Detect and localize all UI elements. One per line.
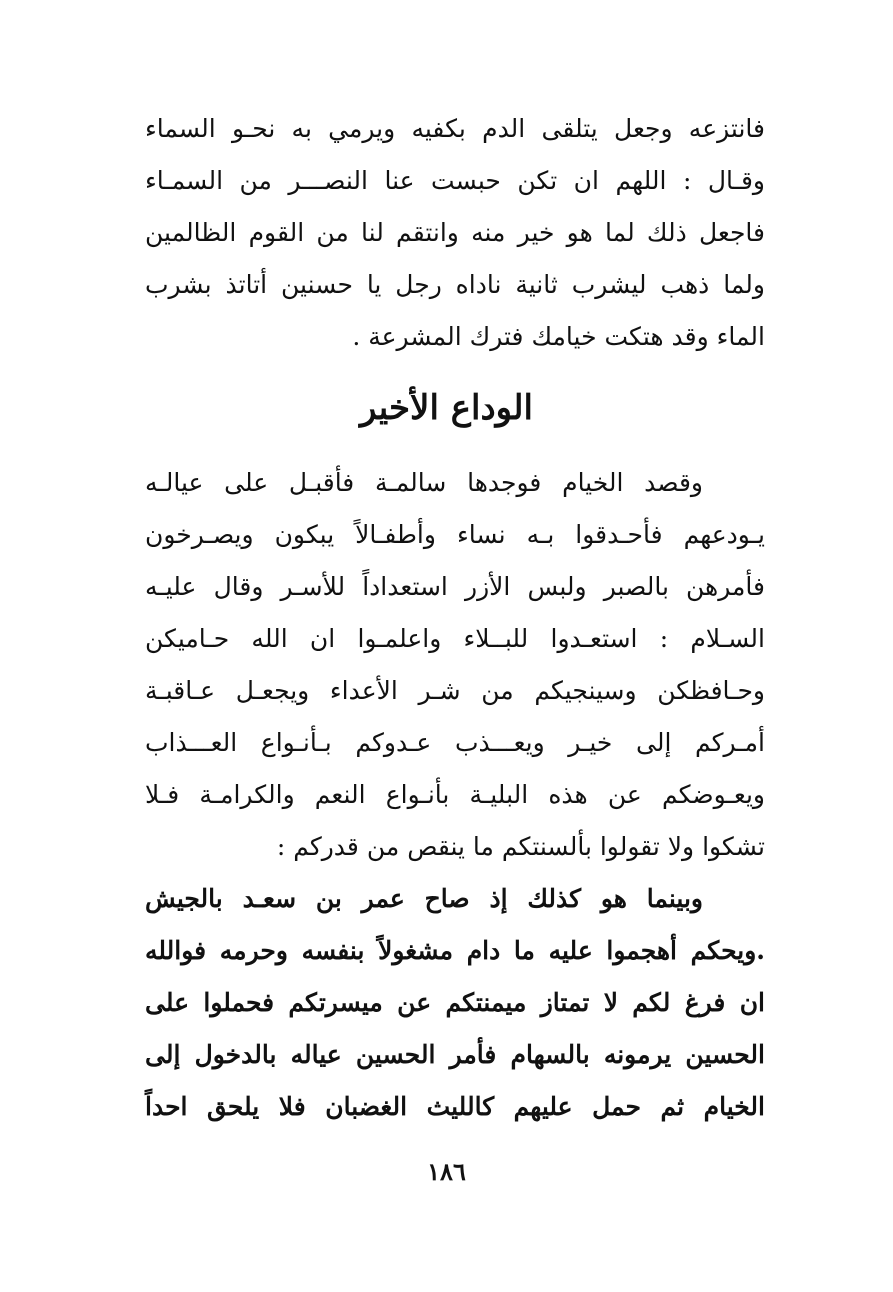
paragraph-3 <box>145 873 765 1133</box>
text-line: أمـركم إلى خيـر ويعـــذب عـدوكم بـأنـواع العـــذاب <box>145 728 765 757</box>
page-number: ١٨٦ <box>427 1157 466 1186</box>
text-line: ان فرغ لكم لا تمتاز ميمنتكم عن ميسرتكم فحملوا على <box>145 988 765 1017</box>
paragraph-1 <box>145 103 765 363</box>
text-line: ولما ذهب ليشرب ثانية ناداه رجل يا حسنين أتاتذ بشرب <box>145 270 765 299</box>
text-line: فأمرهن بالصبر ولبس الأزر استعداداً للأسـر وقال عليـه <box>145 572 765 601</box>
text-line: وقصد الخيام فوجدها سالمـة فأقبـل على عيالـه <box>145 468 703 497</box>
text-line: ويعـوضكم عن هذه البليـة بأنـواع النعم والكرامـة فـلا <box>145 780 765 809</box>
text-line: يـودعهم فأحـدقوا بـه نساء وأطفـالاً يبكون ويصـرخون <box>145 520 765 549</box>
paragraph-2 <box>145 457 765 873</box>
text-line: السـلام : استعـدوا للبــلاء واعلمـوا ان الله حـاميكن <box>145 624 765 653</box>
text-line: الحسين يرمونه بالسهام فأمر الحسين عياله بالدخول إلى <box>145 1040 765 1069</box>
text-line: وبينما هو كذلك إذ صاح عمر بن سعـد بالجيش <box>145 884 703 913</box>
text-line: فاجعل ذلك لما هو خير منه وانتقم لنا من القوم الظالمين <box>145 218 765 247</box>
text-line: تشكوا ولا تقولوا بألسنتكم ما ينقص من قدركم : <box>276 832 765 861</box>
text-line: الخيام ثم حمل عليهم كالليث الغضبان فلا يلحق احداً <box>145 1092 765 1121</box>
text-line: وحـافظكن وسينجيكم من شـر الأعداء ويجعـل عـاقبـة <box>145 676 765 705</box>
text-line: الماء وقد هتكت خيامك فترك المشرعة . <box>352 322 765 351</box>
text-line: فانتزعه وجعل يتلقى الدم بكفيه ويرمي به نحـو السماء <box>145 114 765 143</box>
text-line: .ويحكم أهجموا عليه ما دام مشغولاً بنفسه وحرمه فوالله <box>145 936 765 965</box>
section-heading: الوداع الأخير <box>360 388 533 428</box>
text-line: وقـال : اللهم ان تكن حبست عنا النصـــر من السمـاء <box>145 166 765 195</box>
